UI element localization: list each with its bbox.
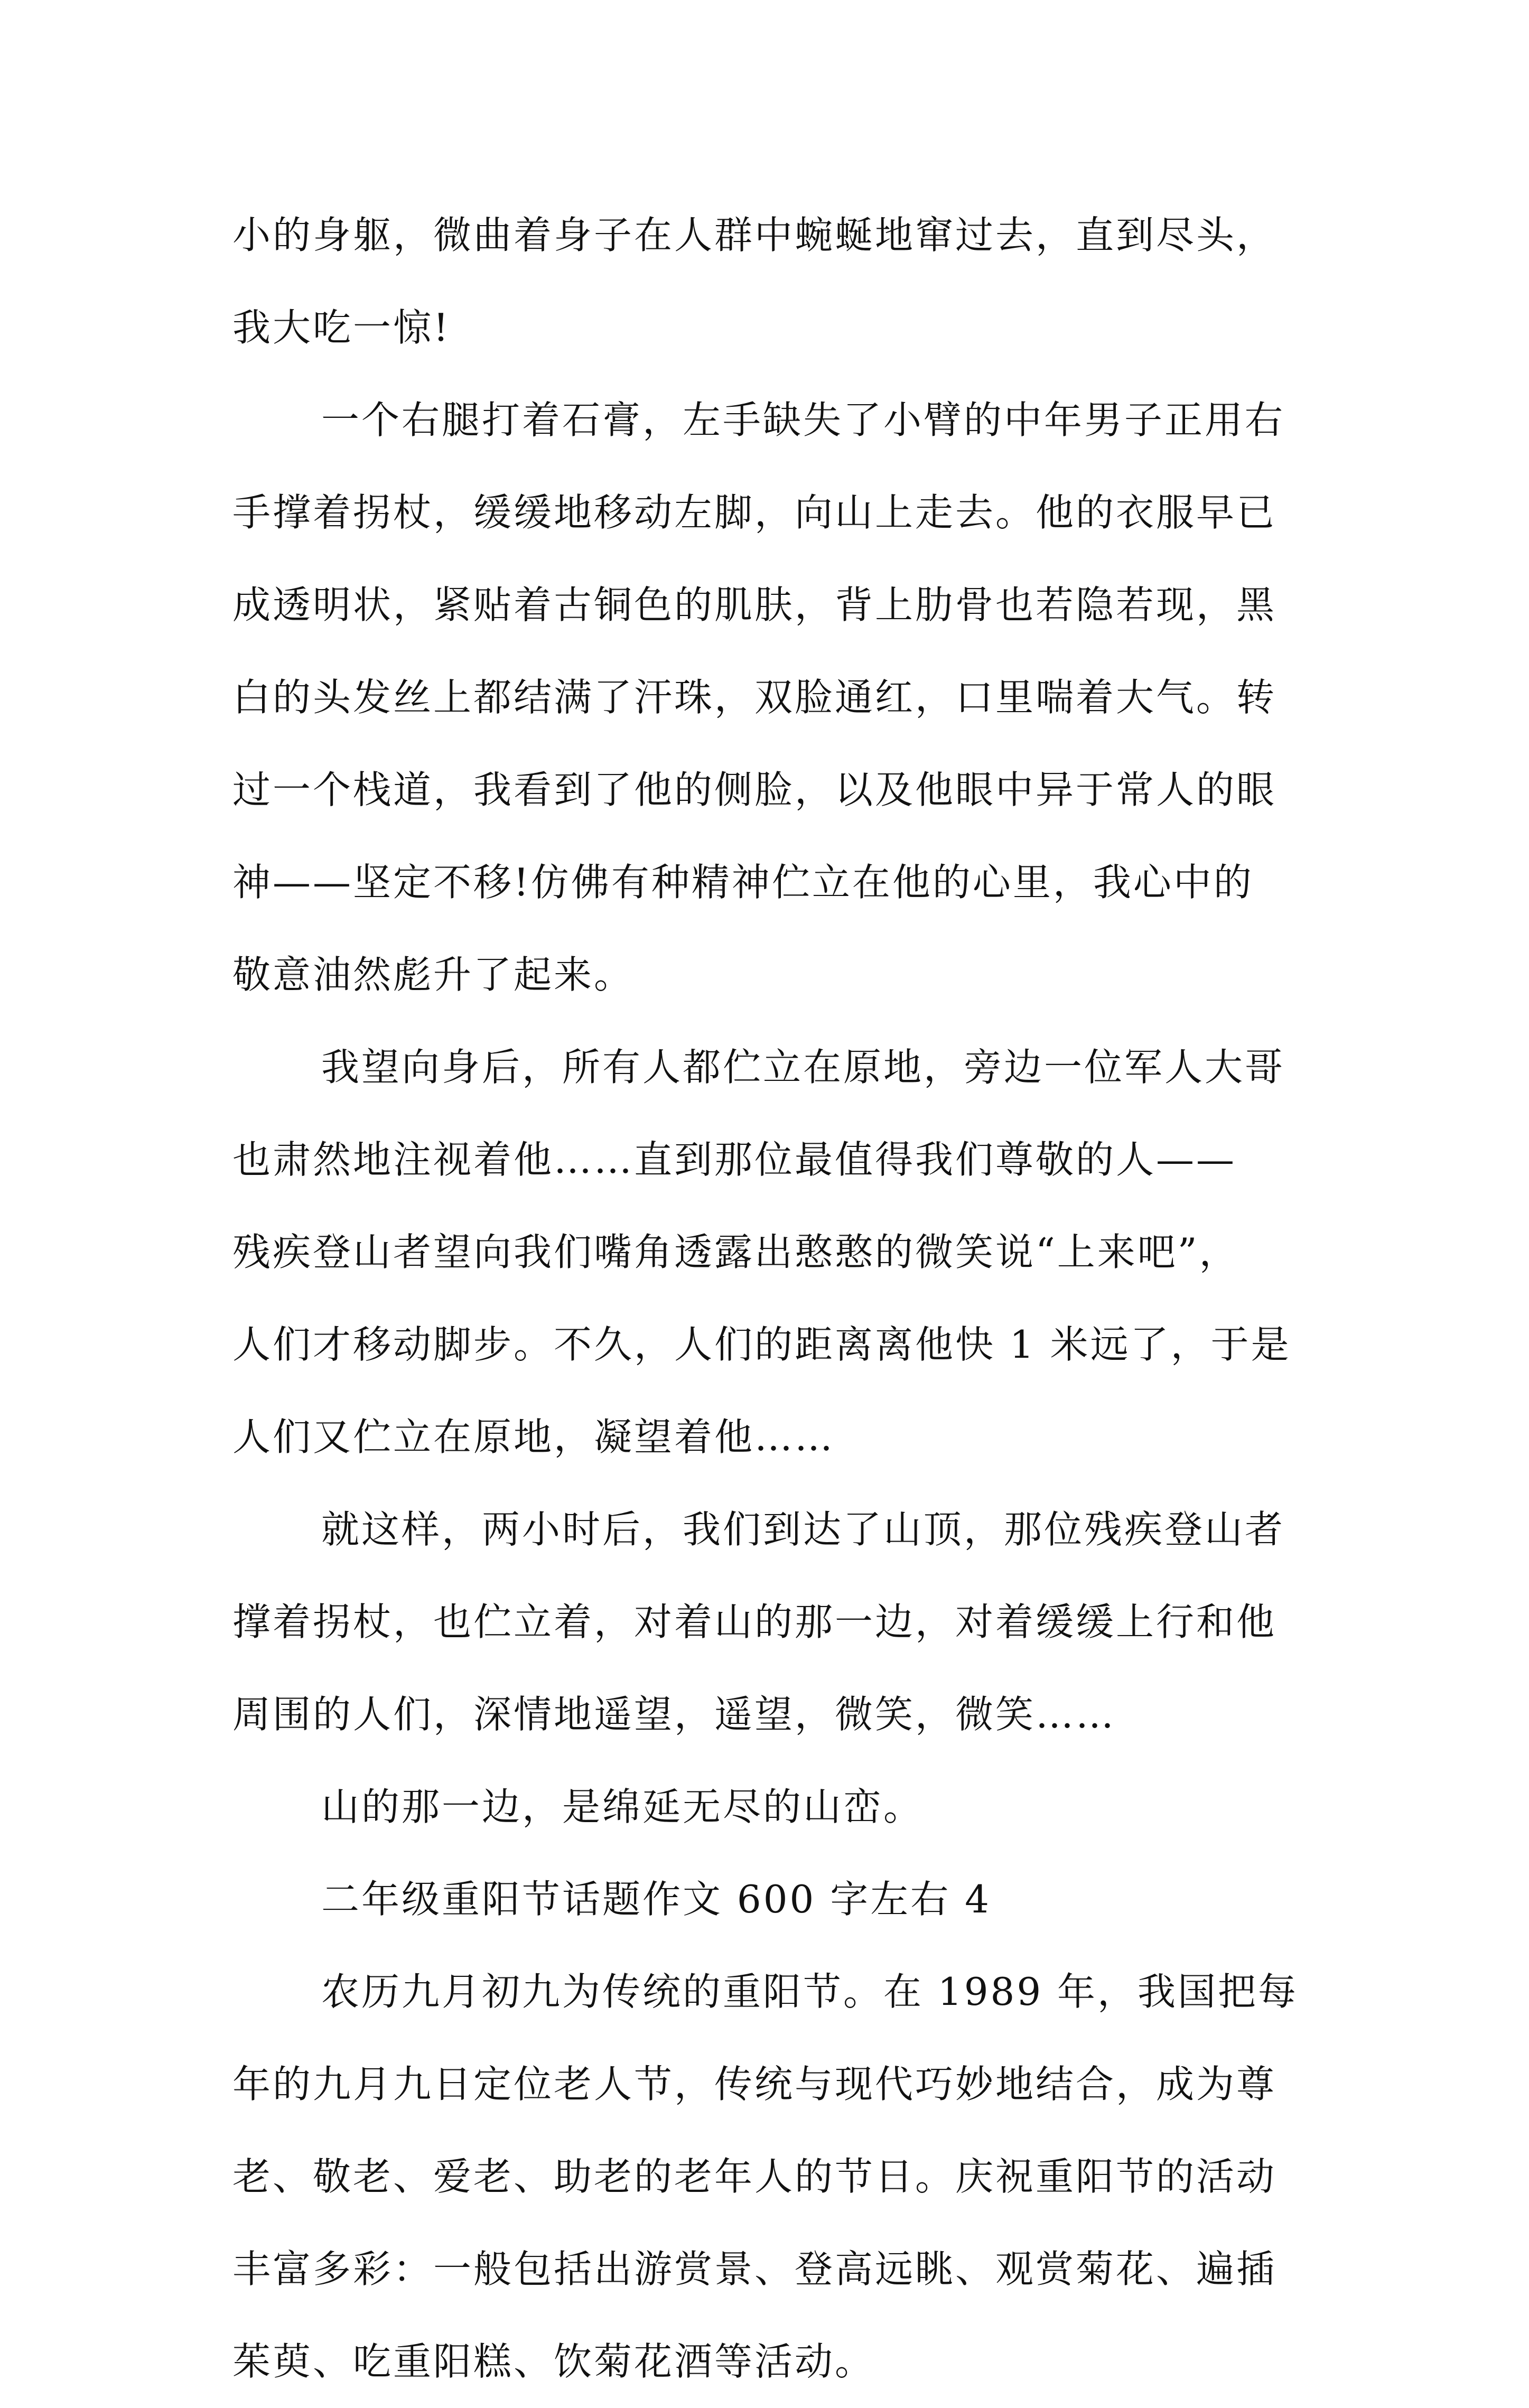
text-line: 年的九月九日定位老人节，传统与现代巧妙地结合，成为尊 bbox=[232, 2062, 1277, 2106]
text-line: 撑着拐杖，也伫立着，对着山的那一边，对着缓缓上行和他 bbox=[232, 1600, 1277, 1644]
text-line: 成透明状，紧贴着古铜色的肌肤，背上肋骨也若隐若现，黑 bbox=[232, 583, 1277, 627]
text-line: 神——坚定不移!仿佛有种精神伫立在他的心里，我心中的 bbox=[232, 860, 1254, 904]
paragraph-first-line: 二年级重阳节话题作文 600 字左右 4 bbox=[321, 1877, 991, 1921]
text-line: 残疾登山者望向我们嘴角透露出憨憨的微笑说“上来吧”， bbox=[232, 1230, 1239, 1274]
text-line: 我大吃一惊! bbox=[232, 305, 451, 350]
text-line: 白的头发丝上都结满了汗珠，双脸通红，口里喘着大气。转 bbox=[232, 675, 1277, 720]
paragraph-first-line: 山的那一边，是绵延无尽的山峦。 bbox=[321, 1785, 924, 1829]
text-line: 也肃然地注视着他……直到那位最值得我们尊敬的人—— bbox=[232, 1137, 1237, 1182]
text-line: 手撑着拐杖，缓缓地移动左脚，向山上走去。他的衣服早已 bbox=[232, 490, 1277, 535]
text-line: 过一个栈道，我看到了他的侧脸，以及他眼中异于常人的眼 bbox=[232, 768, 1277, 812]
text-line: 丰富多彩：一般包括出游赏景、登高远眺、观赏菊花、遍插 bbox=[232, 2247, 1277, 2291]
paragraph-first-line: 就这样，两小时后，我们到达了山顶，那位残疾登山者 bbox=[321, 1507, 1285, 1552]
paragraph-first-line: 一个右腿打着石膏，左手缺失了小臂的中年男子正用右 bbox=[321, 398, 1285, 442]
text-line: 周围的人们，深情地遥望，遥望，微笑，微笑…… bbox=[232, 1692, 1116, 1737]
text-line: 敬意油然彪升了起来。 bbox=[232, 953, 635, 997]
paragraph-first-line: 我望向身后，所有人都伫立在原地，旁边一位军人大哥 bbox=[321, 1045, 1285, 1089]
text-line: 茱萸、吃重阳糕、饮菊花酒等活动。 bbox=[232, 2339, 875, 2384]
text-line: 人们才移动脚步。不久，人们的距离离他快 1 米远了，于是 bbox=[232, 1322, 1291, 1367]
text-line: 人们又伫立在原地，凝望着他…… bbox=[232, 1415, 835, 1459]
body-text bbox=[232, 189, 1310, 2408]
paragraph-first-line: 农历九月初九为传统的重阳节。在 1989 年，我国把每 bbox=[321, 1970, 1299, 2014]
text-line: 小的身躯，微曲着身子在人群中蜿蜒地窜过去，直到尽头， bbox=[232, 213, 1277, 257]
text-line: 老、敬老、爱老、助老的老年人的节日。庆祝重阳节的活动 bbox=[232, 2154, 1277, 2199]
